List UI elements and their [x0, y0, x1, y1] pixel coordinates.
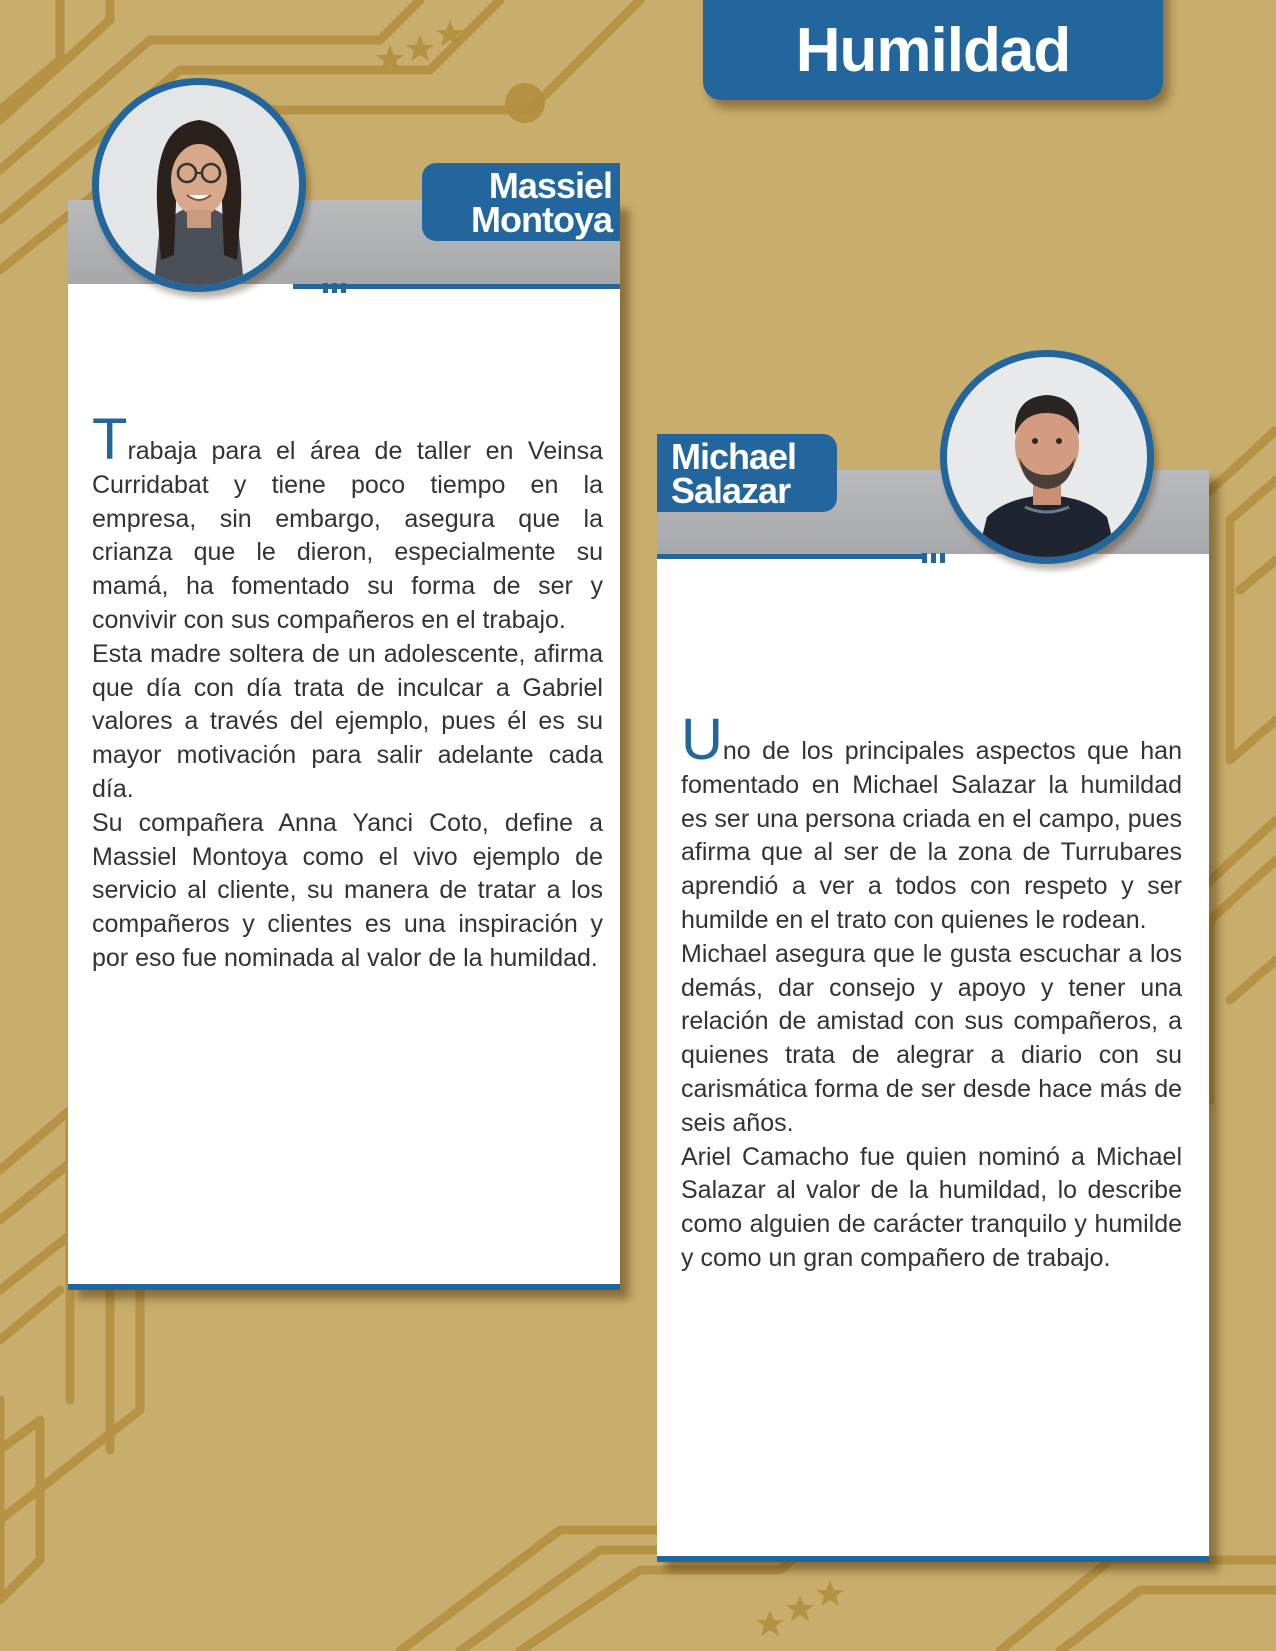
profile-paragraph: Ariel Camacho fue quien nominó a Michael Salazar al valor de la humildad, lo describe como alguien de carácter tranquilo y humilde y como un gran compañero de trabajo. — [681, 1142, 1182, 1272]
profile-text-massiel — [92, 407, 603, 976]
profile-last-name: Salazar — [671, 470, 791, 511]
profile-first-name: Massiel — [488, 165, 612, 206]
profile-last-name: Montoya — [471, 199, 612, 240]
drop-cap: U — [681, 707, 723, 772]
portrait-man-icon — [947, 357, 1147, 557]
profile-paragraph: Michael asegura que le gusta escuchar a los demás, dar consejo y apoyo y tener una relación de amistad con sus compañeros, a quienes trata de alegrar a diario con su carismática forma de ser desde hace más de seis años. — [681, 939, 1182, 1137]
page-title-tab — [703, 0, 1163, 100]
profile-paragraph: Su compañera Anna Yanci Coto, define a Massiel Montoya como el vivo ejemplo de servicio al cliente, su manera de tratar a los compañeros y clientes es una inspiración y por eso fue nominada al valor de la humildad. — [92, 808, 603, 972]
page-title: Humildad — [795, 16, 1071, 85]
card-bottom-line — [68, 1284, 620, 1290]
profile-paragraph — [92, 407, 603, 638]
card-header-line — [657, 554, 922, 559]
portrait-woman-icon — [99, 85, 299, 285]
paragraph-text: rabaja para el área de taller en Veinsa Curridabat y tiene poco tiempo en la empresa, sin embargo, asegura que la crianza que le dieron, especialmente su mamá, ha fomentado su forma de ser y convivir con sus compañeros en el trabajo. — [92, 437, 603, 634]
profile-name-tag — [657, 434, 837, 512]
profile-first-name: Michael — [671, 436, 797, 477]
profile-text-michael — [681, 707, 1182, 1276]
avatar-michael — [940, 350, 1154, 564]
profile-name-tag — [422, 163, 620, 241]
drop-cap: T — [92, 407, 128, 472]
card-bottom-line — [657, 1556, 1209, 1562]
paragraph-text: no de los principales aspectos que han fomentado en Michael Salazar la humildad es ser una persona criada en el campo, pues afirma que al ser de la zona de Turrubares aprendió a ver a todos con respeto y ser humilde en el trato con quienes le rodean. — [681, 737, 1182, 934]
profile-paragraph — [681, 707, 1182, 938]
profile-paragraph: Esta madre soltera de un adolescente, afirma que día con día trata de inculcar a Gabriel valores a través del ejemplo, pues él es su mayor motivación para salir adelante cada día. — [92, 639, 603, 803]
card-header-dots — [323, 278, 357, 288]
avatar-massiel — [92, 78, 306, 292]
